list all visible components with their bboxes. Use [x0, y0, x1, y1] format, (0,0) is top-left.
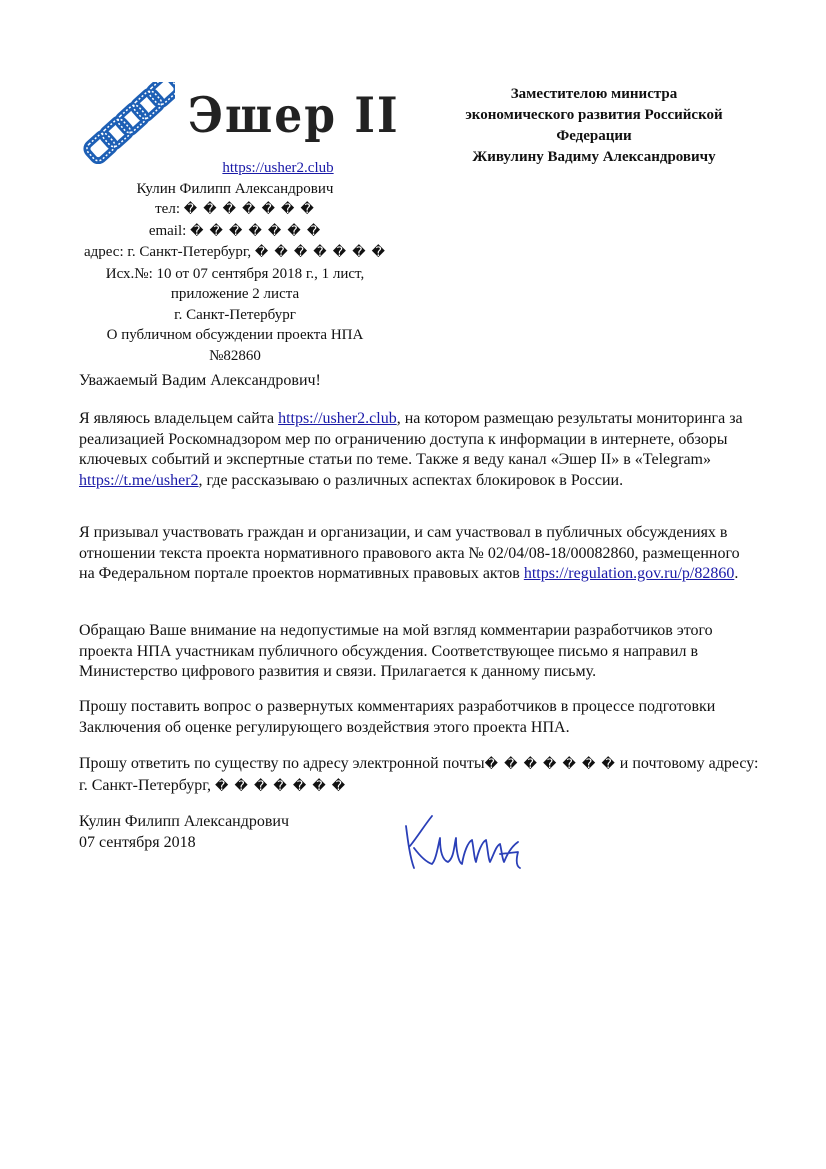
paragraph-intro	[79, 409, 759, 491]
paragraph-intro-text-2: , на котором размещаю результаты мониторинга за реализацией Роскомнадзором мер по ограничению доступа к информации в интернете, обзоры ключевых событий и экспертные статьи по теме. Также я веду канал «Эшер II» в «Telegram»	[79, 410, 743, 468]
paragraph-intro-text-1: Я являюсь владельцем сайта	[79, 410, 279, 427]
phone-line	[60, 199, 410, 221]
paragraph-participation-text-2: .	[734, 565, 739, 582]
paragraph-reply-text-1: Прошу ответить по существу по адресу электронной почты	[79, 755, 485, 772]
attachment-note: приложение 2 листа	[170, 286, 300, 302]
address-line	[60, 242, 410, 264]
paragraph-attention: Обращаю Ваше внимание на недопустимые на мой взгляд комментарии разработчиков этого проекта НПА участникам публичного обсуждения. Соответствующее письмо я направил в Министерство цифрового развития и связи. Прилагается к данному письму.	[79, 622, 713, 680]
paragraph-intro-text-3: , где рассказываю о различных аспектах блокировок в России.	[198, 471, 624, 489]
addressee-block	[444, 84, 744, 168]
paragraph-participation	[79, 523, 759, 585]
regulation-link[interactable]: https://regulation.gov.ru/p/82860	[523, 565, 735, 582]
paragraph-reply-text-2: и почтовому адресу: г. Санкт-Петербург,	[79, 755, 759, 794]
phone-label: тел:	[155, 201, 180, 217]
signer-block	[79, 812, 289, 853]
email-redacted: � � � � � � �	[190, 223, 322, 239]
telegram-link[interactable]: https://t.me/usher2	[79, 471, 199, 489]
handwritten-signature	[398, 802, 538, 876]
email-label: email:	[148, 222, 187, 239]
phone-redacted: � � � � � � �	[183, 202, 315, 217]
outgoing-ref: Исх.№: 10 от 07 сентября 2018 г., 1 лист,	[105, 265, 365, 282]
subject-line-2: №82860	[209, 347, 261, 364]
email-redacted-body: � � � � � � �	[484, 757, 616, 772]
site-link[interactable]: https://usher2.club	[222, 160, 334, 176]
addressee-line-3: Федерации	[556, 128, 632, 144]
address-redacted: � � � � � � �	[254, 245, 387, 260]
usher2-site-link[interactable]: https://usher2.club	[278, 410, 397, 427]
city: г. Санкт-Петербург	[174, 306, 296, 323]
signer-name: Кулин Филипп Александрович	[79, 813, 290, 830]
address-label: адрес: г. Санкт-Петербург,	[83, 244, 252, 260]
brand-title: Эшер II	[188, 88, 400, 145]
letter-date: 07 сентября 2018	[79, 833, 196, 851]
paragraph-request: Прошу поставить вопрос о развернутых комментариях разработчиков в процессе подготовки Заключения об оценке регулирующего воздействия этого проекта НПА.	[79, 698, 716, 736]
paragraph-reply	[79, 754, 759, 797]
chain-logo	[83, 82, 175, 164]
email-line	[60, 221, 410, 243]
sender-block	[60, 158, 410, 366]
addressee-line-1: Заместителою министра	[510, 86, 678, 102]
subject-line-1: О публичном обсуждении проекта НПА	[106, 327, 364, 343]
greeting: Уважаемый Вадим Александрович!	[79, 372, 321, 389]
addressee-line-2: экономического развития Российской	[465, 107, 723, 123]
addressee-line-4: Живулину Вадиму Александровичу	[472, 149, 716, 165]
address-redacted-body: � � � � � � �	[215, 778, 347, 794]
paragraph-participation-text-1: Я призывал участвовать граждан и организации, и сам участвовал в публичных обсуждениях в отношении текста проекта нормативного правового акта № 02/04/08-18/00082860, размещенного на Федеральном портале проектов нормативных правовых актов	[79, 524, 740, 582]
sender-name: Кулин Филипп Александрович	[136, 180, 334, 197]
